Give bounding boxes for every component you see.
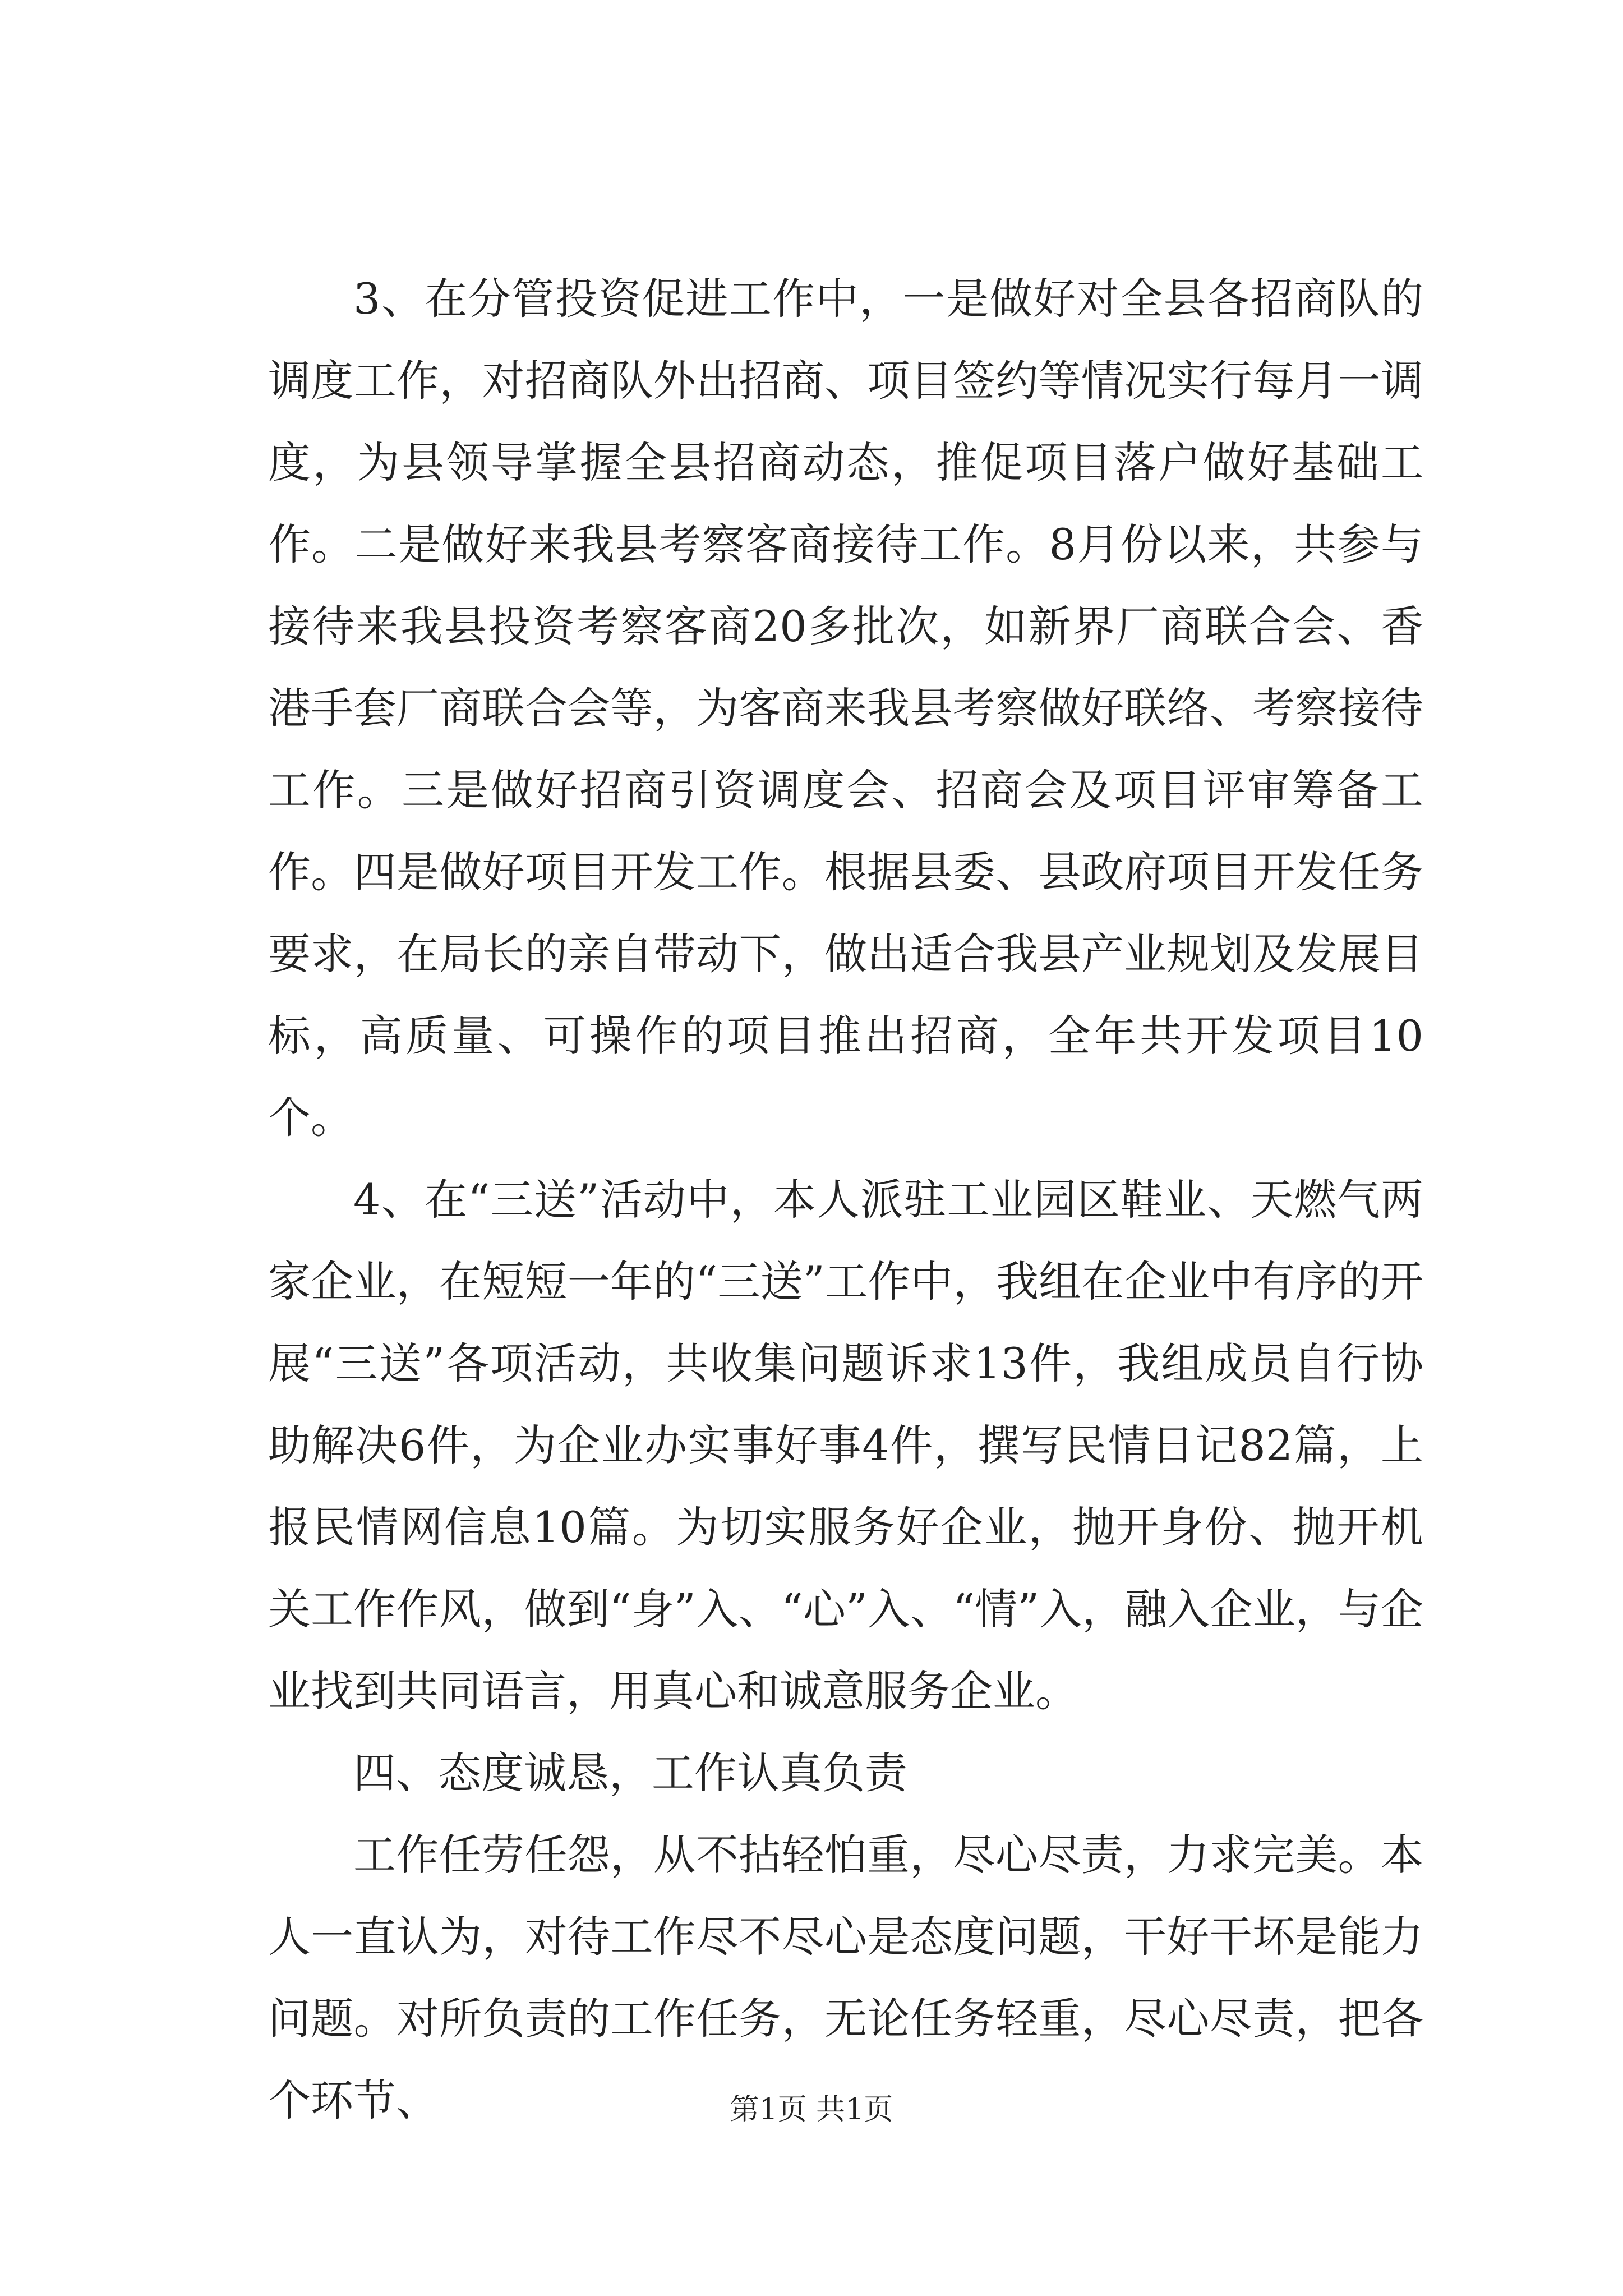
paragraph-three-send-activity: 4、在“三送”活动中，本人派驻工业园区鞋业、天燃气两家企业，在短短一年的“三送”工作中，我组在企业中有序的开展“三送”各项活动，共收集问题诉求13件，我组成员自行协助解决6件，为企业办实事好事4件，撰写民情日记82篇，上报民情网信息10篇。为切实服务好企业，抛开身份、抛开机关工作作风，做到“身”入、“心”入、“情”入，融入企业，与企业找到共同语言，用真心和诚意服务企业。 bbox=[268, 1175, 1423, 1716]
paragraph-work-attitude: 工作任劳任怨，从不拈轻怕重，尽心尽责，力求完美。本人一直认为，对待工作尽不尽心是态度问题，干好干坏是能力问题。对所负责的工作任务，无论任务轻重，尽心尽责，把各个环节、 bbox=[268, 1830, 1423, 2125]
paragraph-investment-promotion: 3、在分管投资促进工作中，一是做好对全县各招商队的调度工作，对招商队外出招商、项目签约等情况实行每月一调度，为县领导掌握全县招商动态，推促项目落户做好基础工作。二是做好来我县考察客商接待工作。8月份以来，共参与接待来我县投资考察客商20多批次，如新界厂商联合会、香港手套厂商联合会等，为客商来我县考察做好联络、考察接待工作。三是做好招商引资调度会、招商会及项目评审筹备工作。四是做好项目开发工作。根据县委、县政府项目开发任务要求，在局长的亲自带动下，做出适合我县产业规划及发展目标，高质量、可操作的项目推出招商，全年共开发项目10个。 bbox=[268, 274, 1423, 1143]
page-footer: 第1页 共1页 bbox=[730, 2093, 893, 2127]
section-heading-attitude: 四、态度诚恳，工作认真负责 bbox=[353, 1748, 907, 1798]
document-body bbox=[268, 258, 1423, 2142]
